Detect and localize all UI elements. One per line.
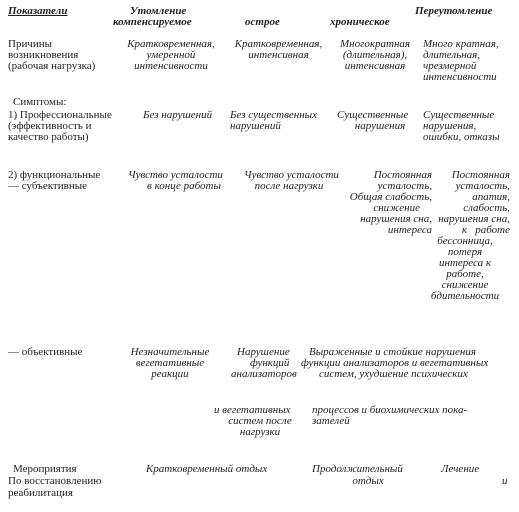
objective-acute-3: анализаторов xyxy=(231,368,297,380)
objective-chronic-2: функции анализаторов и вегетативных xyxy=(301,357,489,369)
subjective-overwork-10: работе, xyxy=(446,268,484,280)
measures-label-3: реабилитация xyxy=(8,487,73,499)
professional-overwork-3: ошибки, отказы xyxy=(423,131,500,143)
measures-short-rest: Кратковременный отдых xyxy=(146,463,268,475)
causes-label-3: (рабочая нагрузка) xyxy=(8,60,96,72)
objective-compensated-2: вегетативные xyxy=(135,357,205,369)
subjective-acute-1: Чувство усталости xyxy=(244,169,339,181)
objective-acute-1: Нарушение xyxy=(237,346,290,358)
causes-acute-1: Кратковременная, xyxy=(234,38,323,50)
measures-and: и xyxy=(502,475,508,487)
header-acute: острое xyxy=(245,16,280,28)
objective-acute-2: функций xyxy=(250,357,290,369)
header-indicators: Показатели xyxy=(8,5,68,17)
measures-long-rest-1: Продолжительный xyxy=(312,463,403,475)
causes-label-2: возникновения xyxy=(8,49,79,61)
objective-acute-cont-3: нагрузки xyxy=(239,426,281,438)
subjective-overwork-8: потеря xyxy=(447,246,483,258)
subjective-chronic-3: Общая слабость, xyxy=(349,191,432,203)
causes-compensated-3: интенсивности xyxy=(134,60,208,72)
subjective-overwork-7: бессонница, xyxy=(437,235,493,247)
causes-compensated-1: Кратковременная, xyxy=(127,38,215,50)
subjective-overwork-12: бдительности xyxy=(430,290,500,302)
objective-chronic-cont-2: зателей xyxy=(312,415,350,427)
professional-overwork-1: Существенные xyxy=(423,109,495,121)
objective-chronic-cont-1: процессов и биохимических пока- xyxy=(312,404,468,416)
measures-long-rest-2: отдых xyxy=(352,475,384,487)
subjective-compensated-1: Чувство усталости xyxy=(128,169,223,181)
professional-acute-1: Без существенных xyxy=(230,109,318,121)
subjective-chronic-5: нарушения сна, xyxy=(360,213,432,225)
causes-overwork-2: длительная, xyxy=(423,49,481,61)
subjective-overwork-6: к работе xyxy=(461,224,510,236)
subjective-overwork-9: интереса к xyxy=(438,257,491,269)
objective-label: — объективные xyxy=(8,346,83,358)
subjective-compensated-2: в конце работы xyxy=(147,180,221,192)
causes-compensated-2: умеренной xyxy=(146,49,196,61)
header-overwork: Переутомление xyxy=(415,5,493,17)
professional-label-3: качество работы) xyxy=(8,131,89,143)
header-chronic: хроническое xyxy=(330,16,390,28)
causes-overwork-1: Много кратная, xyxy=(423,38,499,50)
objective-compensated-1: Незначительные xyxy=(130,346,210,358)
subjective-overwork-5: нарушения сна, xyxy=(438,213,510,225)
objective-compensated-3: реакции xyxy=(151,368,189,380)
professional-compensated: Без нарушений xyxy=(143,109,213,121)
professional-chronic-1: Существенные xyxy=(337,109,409,121)
subjective-chronic-1: Постоянная xyxy=(373,169,432,181)
professional-chronic-2: нарушения xyxy=(354,120,406,132)
subjective-chronic-6: интереса xyxy=(387,224,432,236)
causes-chronic-3: интенсивная xyxy=(344,60,406,72)
subjective-chronic-4: снижение xyxy=(373,202,420,214)
measures-treatment: Лечение xyxy=(441,463,480,475)
professional-overwork-2: нарушения, xyxy=(423,120,477,132)
objective-chronic-3: систем, ухудшение психических xyxy=(319,368,468,380)
causes-label-1: Причины xyxy=(8,38,53,50)
subjective-overwork-4: слабость, xyxy=(463,202,510,214)
objective-acute-cont-2: систем после xyxy=(228,415,292,427)
functional-label-1: 2) функциональные xyxy=(8,169,101,181)
causes-overwork-4: интенсивности xyxy=(423,71,497,83)
subjective-chronic-2: усталость, xyxy=(377,180,432,192)
subjective-overwork-3: апатия, xyxy=(472,191,510,203)
objective-chronic-1: Выраженные и стойкие нарушения xyxy=(309,346,476,358)
measures-label-2: По восстановлению xyxy=(8,475,102,487)
professional-label-2: (эффективность и xyxy=(8,120,92,132)
subjective-acute-2: после нагрузки xyxy=(254,180,324,192)
causes-chronic-2: (длительная), xyxy=(342,49,408,61)
professional-acute-2: нарушений xyxy=(230,120,281,132)
causes-acute-2: интенсивная xyxy=(248,49,309,61)
professional-label-1: 1) Профессиональные xyxy=(8,109,112,121)
functional-label-2: — субъективные xyxy=(8,180,87,192)
header-fatigue: Утомление xyxy=(130,5,187,17)
causes-overwork-3: чрезмерной xyxy=(423,60,477,72)
measures-label-1: Мероприятия xyxy=(13,463,77,475)
subjective-overwork-11: снижение xyxy=(441,279,489,291)
symptoms-title: Симптомы: xyxy=(13,96,67,108)
subjective-overwork-1: Постоянная xyxy=(451,169,510,181)
objective-acute-cont-1: и вегетативных xyxy=(214,404,291,416)
header-compensated: компенсируемое xyxy=(113,16,192,28)
subjective-overwork-2: усталость, xyxy=(455,180,510,192)
causes-chronic-1: Многократная xyxy=(339,38,411,50)
